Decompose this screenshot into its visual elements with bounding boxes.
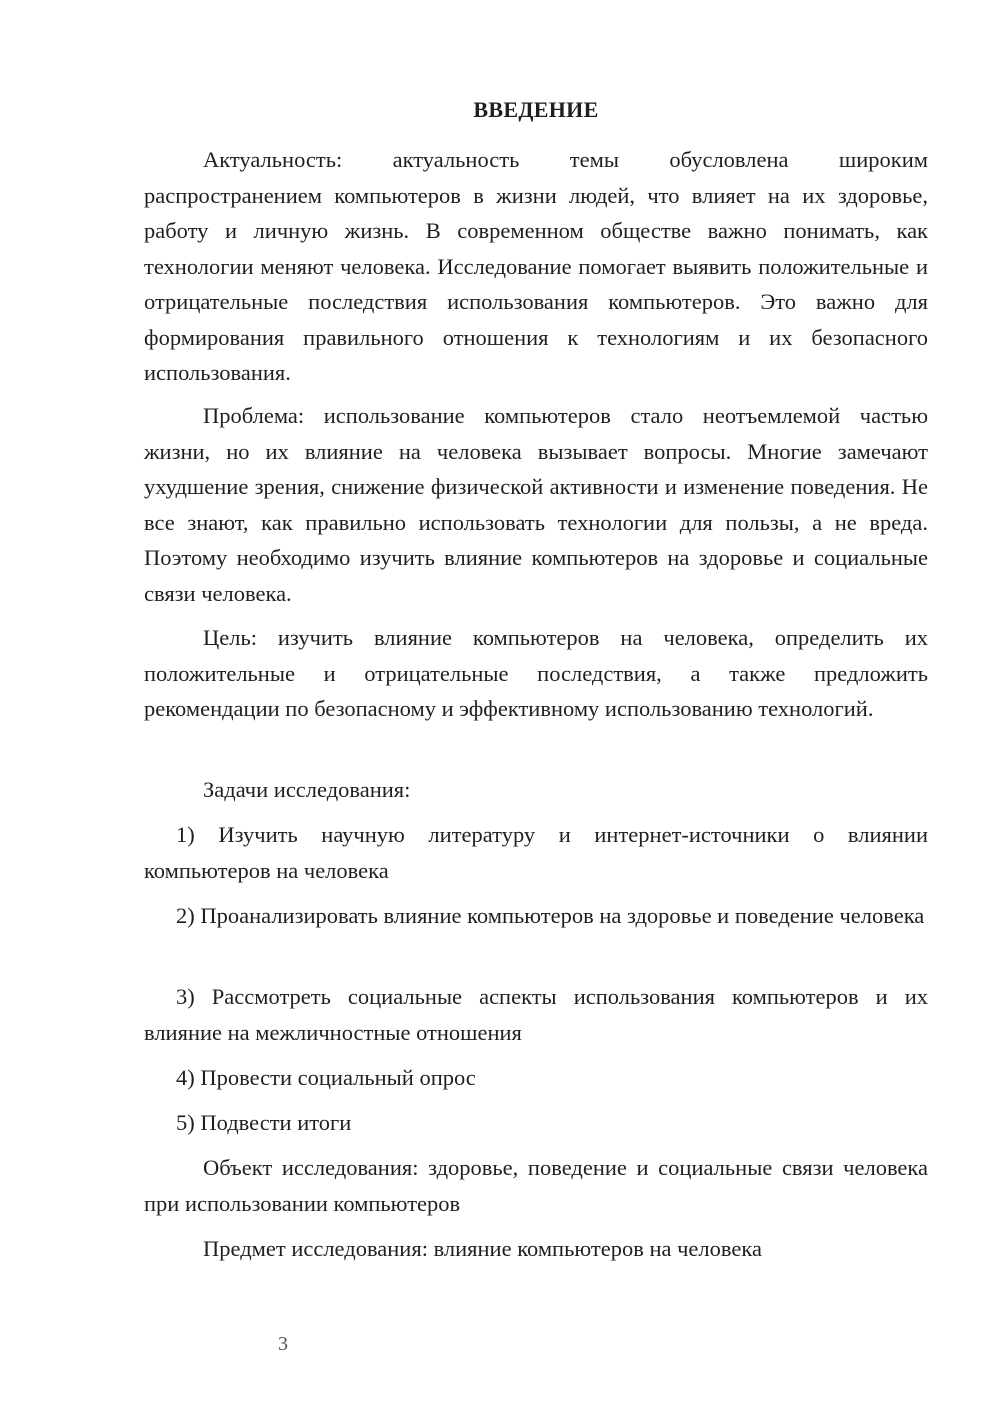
tasks-title: Задачи исследования: [203,777,411,802]
task-item-2: 2) Проанализировать влияние компьютеров на здоровье и поведение человека [176,903,925,928]
relevance-paragraph: Актуальность: актуальность темы обусловлена широким распространением компьютеров в жизни людей, что влияет на их здоровье, работу и личную жизнь. В современном обществе важно понимать, как технологии меняют человека. Исследование помогает выявить положительные и отрицательные последствия использования компьютеров. Это важно для формирования правильного отношения к технологиям и их безопасного использования. [144,147,928,385]
task-item-3: 3) Рассмотреть социальные аспекты использования компьютеров и их влияние на межличностные отношения [144,984,928,1045]
task-item-4: 4) Провести социальный опрос [176,1065,476,1090]
document-page [144,0,928,1414]
page-number: 3 [278,1333,288,1355]
problem-paragraph: Проблема: использование компьютеров стало неотъемлемой частью жизни, но их влияние на человека вызывает вопросы. Многие замечают ухудшение зрения, снижение физической активности и изменение поведения. Не все знают, как правильно использовать технологии для пользы, а не вреда. Поэтому необходимо изучить влияние компьютеров на здоровье и социальные связи человека. [144,403,928,606]
task-item-1: 1) Изучить научную литературу и интернет-источники о влиянии компьютеров на человека [144,822,928,883]
subject-paragraph: Предмет исследования: влияние компьютеров на человека [203,1236,762,1261]
task-item-5: 5) Подвести итоги [176,1110,352,1135]
section-heading: ВВЕДЕНИЕ [473,97,599,122]
goal-paragraph: Цель: изучить влияние компьютеров на человека, определить их положительные и отрицательные последствия, а также предложить рекомендации по безопасному и эффективному использованию технологий. [144,625,928,721]
object-paragraph: Объект исследования: здоровье, поведение и социальные связи человека при использовании компьютеров [144,1155,928,1216]
